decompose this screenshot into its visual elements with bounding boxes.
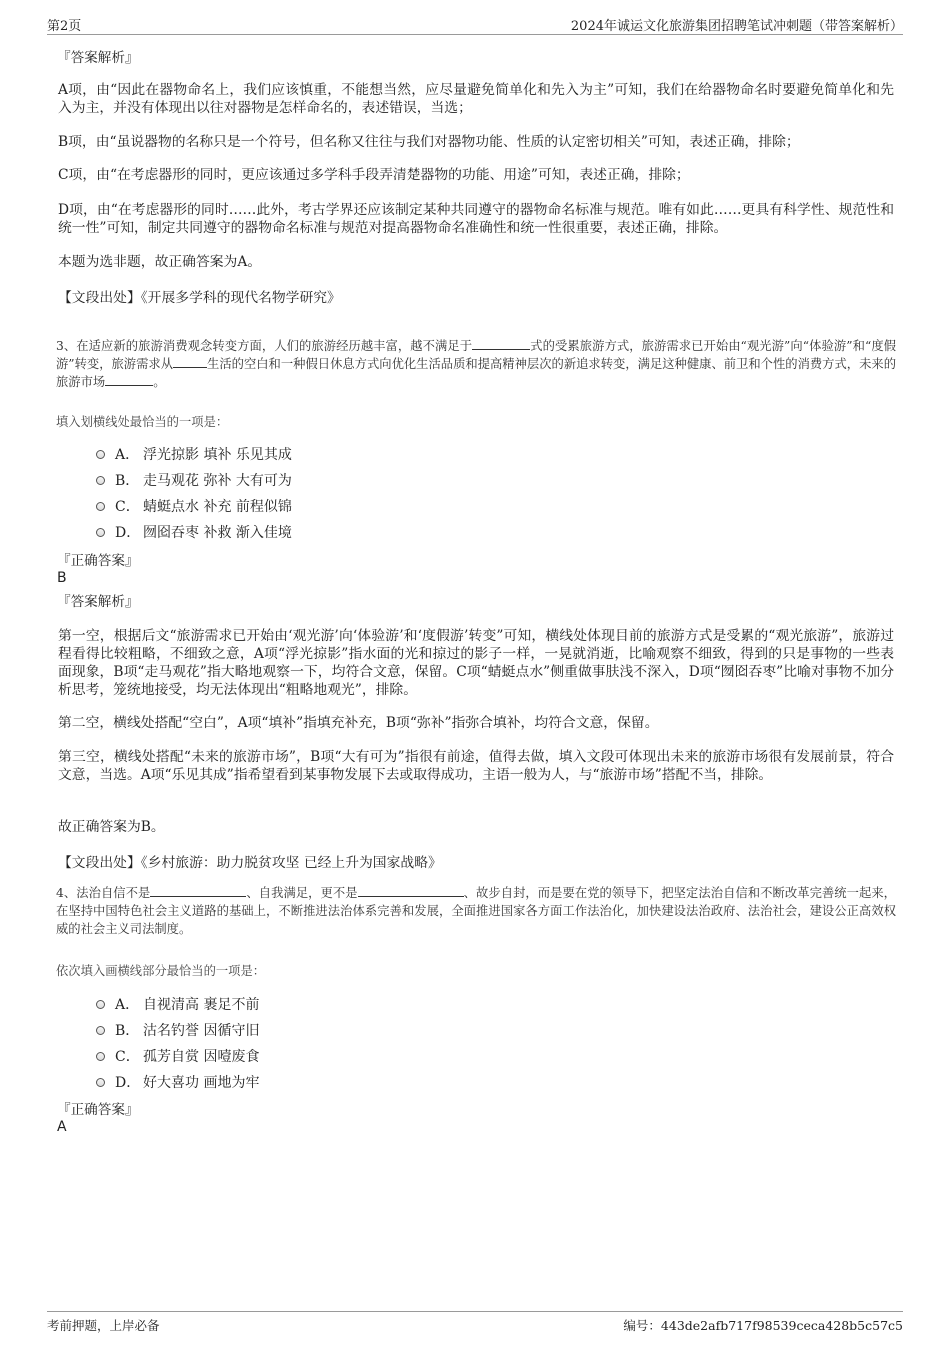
analysis-label: 『答案解析』	[57, 50, 139, 66]
answer-label: 『正确答案』	[57, 553, 139, 569]
page-number: 第2页	[47, 19, 82, 34]
answer-label: 『正确答案』	[57, 1102, 139, 1118]
page-footer	[47, 1311, 903, 1333]
question-stem: 3、在适应新的旅游消费观念转变方面，人们的旅游经历越丰富，越不满足于 式的受累旅游方式，旅游需求已开始由“观光游”向“体验游”和“度假游”转变，旅游需求从 生活的空白和一种假日休息方式向优化生活品质和提高精神层次的新追求转变，满足这种健康、前卫和个性的消费方式，未来的旅游市场 。	[56, 339, 897, 389]
analysis-conclusion: 本题为选非题，故正确答案为A。	[58, 254, 262, 270]
radio-icon[interactable]	[96, 1000, 105, 1009]
option-a[interactable]: A． 自视清高 裹足不前	[96, 991, 259, 1017]
analysis-conclusion: 故正确答案为B。	[58, 819, 165, 835]
fill-blank	[173, 355, 207, 368]
fill-blank	[358, 884, 464, 897]
radio-icon[interactable]	[96, 1026, 105, 1035]
options-list	[96, 441, 292, 545]
option-b[interactable]: B． 沽名钓誉 因循守旧	[96, 1017, 259, 1043]
option-b[interactable]: B． 走马观花 弥补 大有可为	[96, 467, 292, 493]
document-id: 编号：443de2afb717f98539ceca428b5c57c5	[623, 1318, 903, 1333]
option-a[interactable]: A． 浮光掠影 填补 乐见其成	[96, 441, 292, 467]
document-title: 2024年诚运文化旅游集团招聘笔试冲刺题（带答案解析）	[570, 19, 903, 34]
footer-slogan: 考前押题，上岸必备	[47, 1318, 160, 1333]
option-c[interactable]: C． 孤芳自赏 因噎废食	[96, 1043, 259, 1069]
analysis-paragraph: B项，由“虽说器物的名称只是一个符号，但名称又往往与我们对器物功能、性质的认定密切相关”可知，表述正确，排除；	[58, 134, 800, 150]
correct-answer: B	[57, 570, 67, 586]
analysis-label: 『答案解析』	[57, 594, 139, 610]
option-d[interactable]: D． 好大喜功 画地为牢	[96, 1069, 259, 1095]
options-list	[96, 991, 259, 1095]
radio-icon[interactable]	[96, 528, 105, 537]
analysis-paragraph: D项，由“在考虑器形的同时……此外，考古学界还应该制定某种共同遵守的器物命名标准与规范。唯有如此……更具有科学性、规范性和统一性”可知，制定共同遵守的器物命名标准与规范对提高器物命名准确性和统一性很重要，表述正确，排除。	[58, 202, 894, 236]
source-citation: 【文段出处】《开展多学科的现代名物学研究》	[58, 290, 341, 306]
question-prompt: 填入划横线处最恰当的一项是：	[56, 415, 229, 429]
analysis-paragraph: 第一空，根据后文“旅游需求已开始由‘观光游’向‘体验游’和‘度假游’转变”可知，横线处体现目前的旅游方式是受累的“观光旅游”，旅游过程看得比较粗略，不细致之意，A项“浮光掠影”指水面的光和掠过的影子一样，一晃就消逝，比喻观察不细致，得到的只是事物的一些表面现象，B项“走马观花”指大略地观察一下，均符合文意，保留。C项“蜻蜓点水”侧重做事肤浅不深入，D项“囫囵吞枣”比喻对事物不加分析思考，笼统地接受，均无法体现出“粗略地观光”，排除。	[58, 628, 894, 698]
analysis-paragraph: C项，由“在考虑器形的同时，更应该通过多学科手段弄清楚器物的功能、用途”可知，表述正确，排除；	[58, 167, 690, 183]
analysis-paragraph: A项，由“因此在器物命名上，我们应该慎重，不能想当然，应尽量避免简单化和先入为主”可知，我们在给器物命名时要避免简单化和先入为主，并没有体现出以往对器物是怎样命名的，表述错误，当选；	[58, 82, 894, 116]
analysis-paragraph: 第二空，横线处搭配“空白”，A项“填补”指填充补充，B项“弥补”指弥合填补，均符合文意，保留。	[58, 715, 659, 731]
radio-icon[interactable]	[96, 1078, 105, 1087]
fill-blank	[472, 337, 530, 350]
radio-icon[interactable]	[96, 450, 105, 459]
fill-blank	[150, 884, 246, 897]
page-header	[47, 12, 903, 35]
correct-answer: A	[57, 1119, 67, 1135]
analysis-paragraph: 第三空，横线处搭配“未来的旅游市场”，B项“大有可为”指很有前途，值得去做，填入文段可体现出未来的旅游市场很有发展前景，符合文意，当选。A项“乐见其成”指希望看到某事物发展下去或取得成功，主语一般为人，与“旅游市场”搭配不当，排除。	[58, 749, 894, 783]
radio-icon[interactable]	[96, 502, 105, 511]
option-d[interactable]: D． 囫囵吞枣 补救 渐入佳境	[96, 519, 292, 545]
fill-blank	[105, 373, 153, 386]
option-c[interactable]: C． 蜻蜓点水 补充 前程似锦	[96, 493, 292, 519]
radio-icon[interactable]	[96, 1052, 105, 1061]
radio-icon[interactable]	[96, 476, 105, 485]
question-stem: 4、法治自信不是 、自我满足，更不是 、故步自封，而是要在党的领导下，把坚定法治自信和不断改革完善统一起来，在坚持中国特色社会主义道路的基础上，不断推进法治体系完善和发展，全面推进国家各方面工作法治化，加快建设法治政府、法治社会，建设公正高效权威的社会主义司法制度。	[56, 886, 896, 936]
source-citation: 【文段出处】《乡村旅游：助力脱贫攻坚 已经上升为国家战略》	[58, 855, 442, 871]
question-prompt: 依次填入画横线部分最恰当的一项是：	[56, 964, 266, 978]
